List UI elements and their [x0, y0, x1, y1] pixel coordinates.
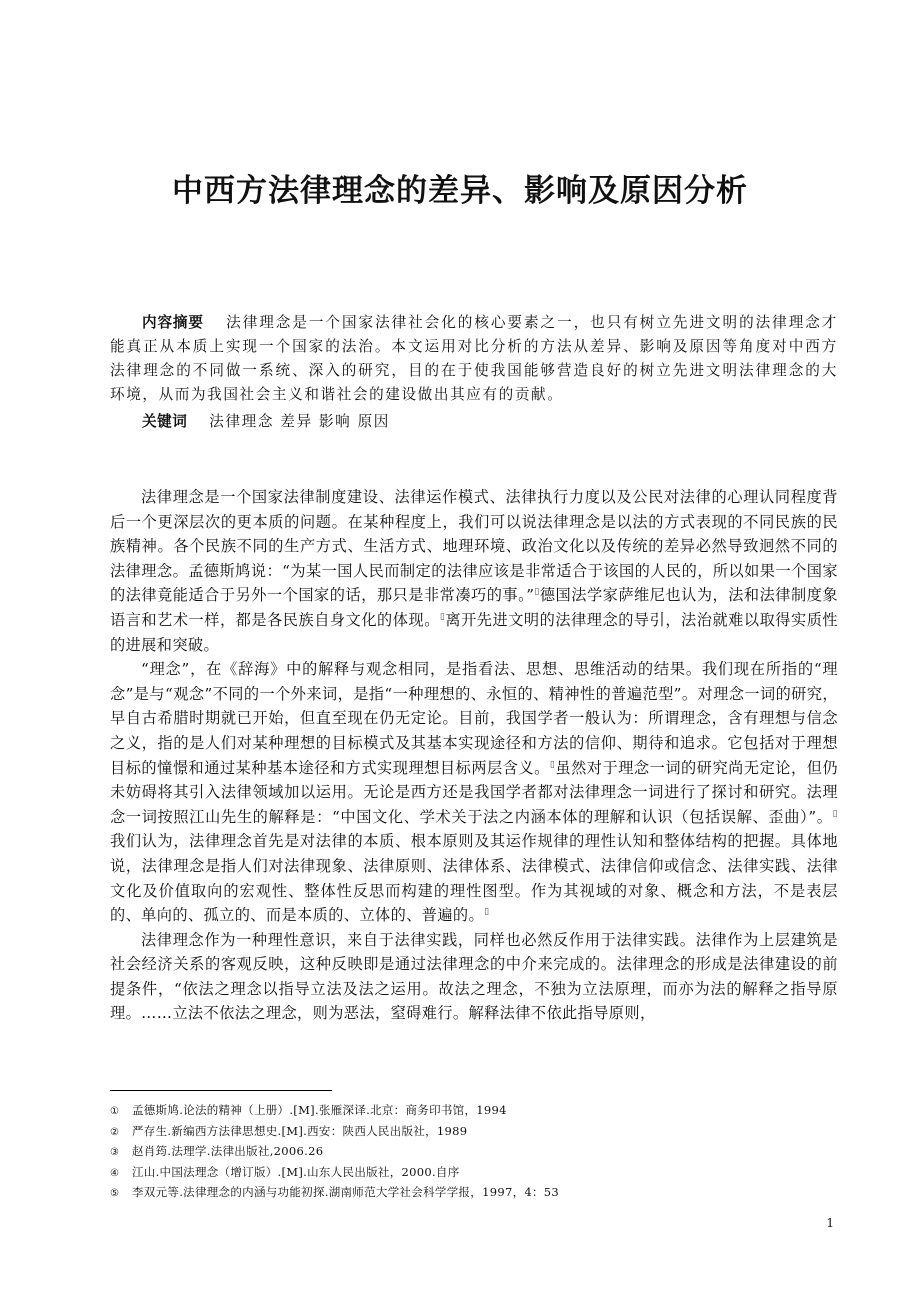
footnote-ref-5[interactable]: ▯: [484, 907, 490, 918]
footnote-text: 孟德斯鸠.论法的精神（上册）.[M].张雁深译.北京：商务印书馆，1994: [132, 1103, 507, 1117]
abstract-label: 内容摘要: [142, 314, 204, 331]
paragraph-2: [110, 657, 838, 928]
footnote-marker: ②: [110, 1126, 120, 1138]
footnote-text: 江山.中国法理念（增订版）.[M].山东人民出版社，2000.自序: [132, 1164, 460, 1179]
footnote-item: [110, 1101, 850, 1122]
footnote-item: [110, 1183, 850, 1204]
footnote-ref-2[interactable]: ▯: [439, 611, 446, 622]
abstract: [110, 311, 838, 407]
paragraph-1-part-a: 法律理念是一个国家法律制度建设、法律运作模式、法律执行力度以及公民对法律的心理认同程度背后一个更深层次的更本质的问题。在某种程度上，我们可以说法律理念是以法的方式表现的不同民族的民族精神。各个民族不同的生产方式、生活方式、地理环境、政治文化以及传统的差异必然导致迥然不同的法律理念。孟德斯鸠说：“为某一国人民而制定的法律应该是非常适合于该国的人民的，所以如果一个国家的法律竟能适合于另外一个国家的话，那只是非常凑巧的事。”: [110, 488, 838, 605]
keywords-label: 关键词: [142, 413, 188, 430]
page-number: 1: [826, 1216, 834, 1230]
footnote-item: [110, 1122, 850, 1143]
footnote-text: 严存生.新编西方法律思想史.[M].西安：陕西人民出版社，1989: [132, 1123, 468, 1138]
footnotes-list: [110, 1101, 850, 1204]
footnote-divider: [110, 1090, 332, 1091]
footnote-ref-4[interactable]: ▯: [832, 808, 838, 819]
footnote-marker: ①: [110, 1106, 120, 1117]
paragraph-1-part-c: 离开先进文明的法律理念的导引，法治就难以取得实质性的进展和突破。: [110, 610, 839, 654]
footnote-text: 李双元等.法律理念的内涵与功能初探.湖南师范大学社会科学学报，1997，4：53: [132, 1185, 560, 1200]
keywords: [142, 410, 390, 431]
paragraph-2-part-b: 虽然对于理念一词的研究尚无定论，但仍未妨碍将其引入法律领域加以运用。无论是西方还是我国学者都对法律理念一词进行了探讨和研究。法理念一词按照江山先生的解释是：“中国文化、学术关于法之内涵本体的理解和认识（包括误解、歪曲）”。: [110, 758, 839, 826]
paragraph-2-part-c: 我们认为，法律理念首先是对法律的本质、根本原则及其运作规律的理性认知和整体结构的把握。具体地说，法律理念是指人们对法律现象、法律原则、法律体系、法律模式、法律信仰或信念、法律实践、法律文化及价值取向的宏观性、整体性反思而构建的理性图型。作为其视域的对象、概念和方法，不是表层的、单向的、孤立的、而是本质的、立体的、普遍的。: [110, 832, 838, 925]
keywords-text: 法律理念 差异 影响 原因: [209, 413, 390, 430]
paragraph-2-part-a: “理念”，在《辞海》中的解释与观念相同，是指看法、思想、思维活动的结果。我们现在所指的“理念”是与“观念”不同的一个外来词，是指“一种理想的、永恒的、精神性的普遍范型”。对理念一词的研究，早自古希腊时期就已开始，但直至现在仍无定论。目前，我国学者一般认为：所谓理念，含有理想与信念之义，指的是人们对某种理想的目标模式及其基本实现途径和方法的信仰、期待和追求。它包括对于理想目标的憧憬和通过某种基本途径和方式实现理想目标两层含义。: [110, 660, 838, 777]
paragraph-3: 法律理念作为一种理性意识，来自于法律实践，同样也必然反作用于法律实践。法律作为上层建筑是社会经济关系的客观反映，这种反映即是通过法律理念的中介来完成的。法律理念的形成是法律建设的前提条件，“依法之理念以指导立法及法之运用。故法之理念，不独为立法原理，而亦为法的解释之指导原理。……立法不依法之理念，则为恶法，窒碍难行。解释法律不依此指导原则，: [110, 930, 838, 1023]
footnote-text: 赵肖筠.法理学.法律出版社,2006.26: [132, 1144, 324, 1159]
paragraph-1-part-b: 德国法学家萨维尼也认为，法和法律制度象语言和艺术一样，都是各民族自身文化的体现。: [110, 586, 838, 629]
abstract-text: 法律理念是一个国家法律社会化的核心要素之一，也只有树立先进文明的法律理念才能真正从本质上实现一个国家的法治。本文运用对比分析的方法从差异、影响及原因等角度对中西方法律理念的不同做一系统、深入的研究，目的在于使我国能够营造良好的树立先进文明法律理念的大环境，从而为我国社会主义和谐社会的建设做出其应有的贡献。: [110, 314, 838, 403]
footnote-ref-3[interactable]: ▯: [549, 759, 556, 770]
footnote-item: [110, 1142, 850, 1163]
footnote-item: [110, 1163, 850, 1184]
footnote-ref-1[interactable]: ▯: [534, 587, 540, 598]
footnote-marker: ⑤: [110, 1188, 120, 1200]
footnote-marker: ④: [110, 1167, 120, 1179]
paragraph-1: [110, 485, 838, 657]
footnote-marker: ③: [110, 1147, 120, 1159]
page-title: 中西方法律理念的差异、影响及原因分析: [172, 173, 748, 209]
body-text: [110, 485, 838, 1026]
